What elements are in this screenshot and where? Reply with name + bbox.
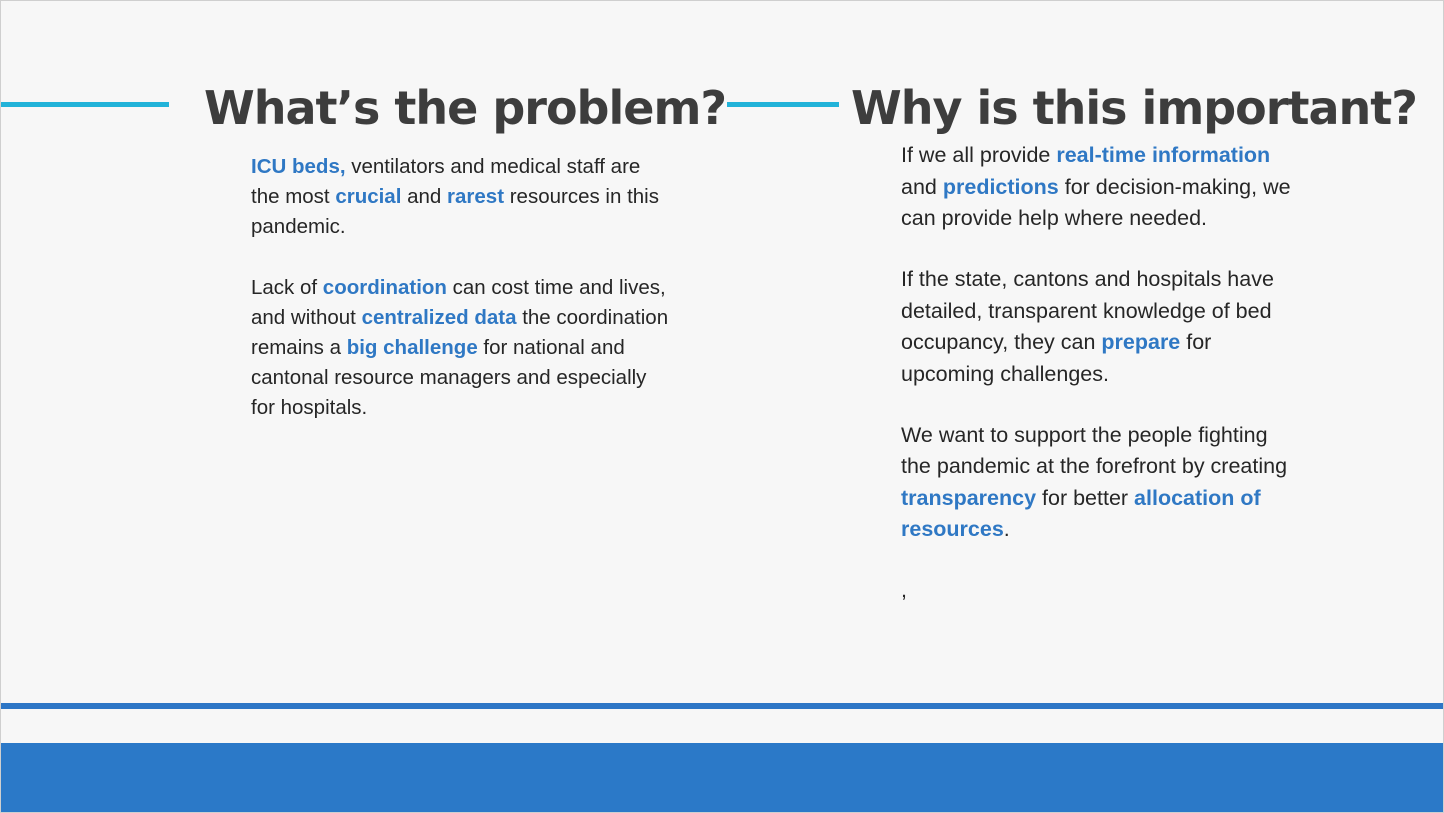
problem-paragraph-1 bbox=[251, 152, 671, 243]
text-span: can cost time and lives, and without bbox=[251, 275, 666, 329]
highlight-coordination: coordination bbox=[322, 275, 447, 299]
importance-paragraph-3 bbox=[901, 420, 1301, 546]
text-span: If the state, cantons and hospitals have detailed, transparent knowledge of bed occupancy, they can bbox=[901, 267, 1274, 354]
accent-line-right bbox=[727, 102, 839, 107]
importance-paragraph-1 bbox=[901, 140, 1301, 235]
highlight-centralized-data: centralized data bbox=[361, 305, 517, 329]
highlight-allocation-of-resources: allocation of resources bbox=[901, 485, 1261, 541]
text-span: for national and cantonal resource managers and especially for hospitals. bbox=[251, 336, 647, 420]
text-span: and bbox=[401, 185, 448, 209]
problem-text bbox=[251, 152, 671, 454]
highlight-transparency: transparency bbox=[901, 485, 1037, 510]
text-span: If we all provide bbox=[901, 143, 1057, 167]
text-span: the coordination remains a bbox=[251, 305, 669, 360]
text-span: We want to support the people fighting the pandemic at the forefront by creating bbox=[901, 422, 1288, 478]
text-span: . bbox=[1003, 517, 1010, 541]
footer-bar bbox=[1, 743, 1443, 812]
highlight-rarest: rarest bbox=[447, 185, 505, 209]
text-span: and bbox=[901, 174, 943, 199]
highlight-real-time-information: real-time information bbox=[1056, 143, 1271, 167]
text-span: for better bbox=[1036, 485, 1135, 510]
accent-line-left bbox=[1, 102, 169, 107]
trailing-mark: , bbox=[901, 578, 907, 602]
text-span: Lack of bbox=[251, 275, 323, 299]
text-span: ventilators and medical staff are the most bbox=[251, 155, 641, 209]
text-span: resources in this pandemic. bbox=[251, 185, 659, 239]
highlight-big-challenge: big challenge bbox=[346, 336, 478, 360]
text-span: for decision-making, we can provide help where needed. bbox=[901, 174, 1291, 230]
highlight-icu-beds: ICU beds, bbox=[251, 155, 346, 178]
highlight-predictions: predictions bbox=[942, 174, 1059, 199]
importance-text bbox=[901, 140, 1301, 636]
text-span: for upcoming challenges. bbox=[901, 330, 1212, 386]
heading-problem: What’s the problem? bbox=[204, 81, 727, 135]
highlight-crucial: crucial bbox=[335, 185, 402, 209]
importance-paragraph-2 bbox=[901, 264, 1301, 390]
heading-importance: Why is this important? bbox=[851, 81, 1417, 135]
problem-paragraph-2 bbox=[251, 273, 671, 424]
bottom-stripe bbox=[1, 703, 1443, 709]
highlight-prepare: prepare bbox=[1101, 330, 1181, 354]
